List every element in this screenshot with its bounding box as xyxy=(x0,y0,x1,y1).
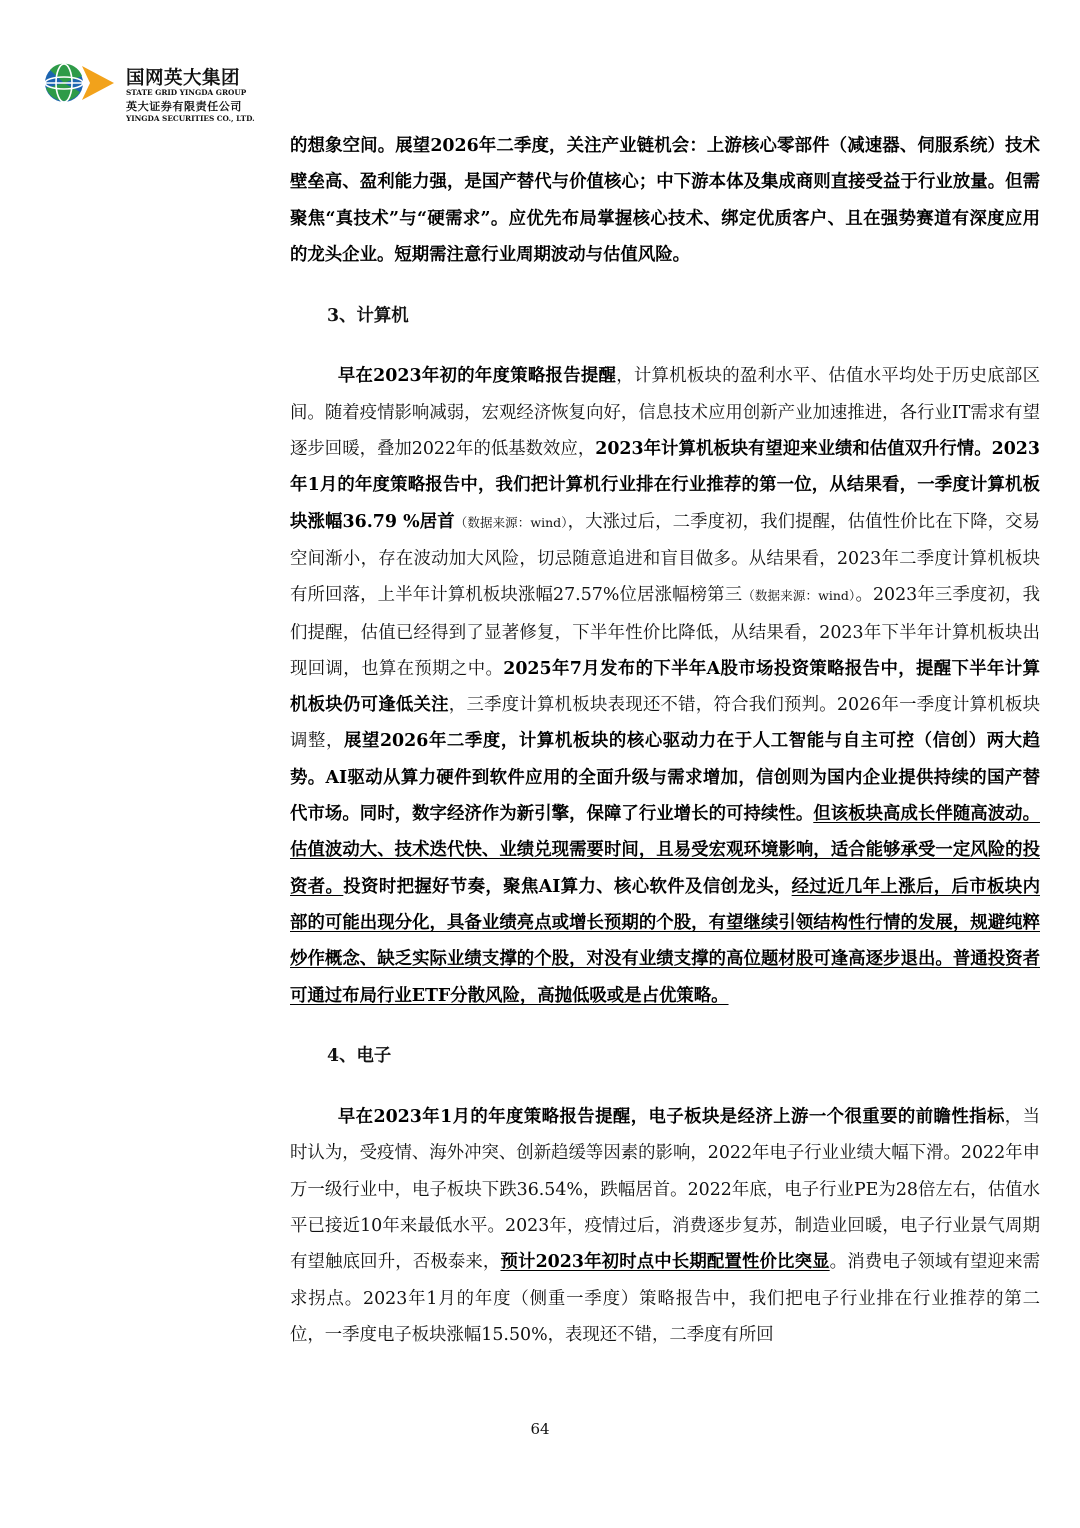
document-body xyxy=(290,128,1040,1353)
source-note: （数据来源：wind） xyxy=(454,514,568,530)
bold-text: 2025年7月发布的下半年A股市场投资策略报告中，提醒下半年计算机板块仍可逢低关注 xyxy=(290,658,1040,716)
subsidiary-name-cn: 英大证券有限责任公司 xyxy=(126,100,242,113)
page-number: 64 xyxy=(530,1420,550,1438)
underlined-bold-text: 预计2023年初时点中长期配置性价比突显 xyxy=(500,1252,830,1273)
bold-text: 早在2023年1月的年度策略报告提醒，电子板块是经济上游一个很重要的前瞻性指标 xyxy=(337,1107,1005,1128)
body-text: 。消费电子领域有望迎来需求拐点。2023年1月的年度（侧重一季度）策略报告中，我们把电子行业排在行业推荐的第二位，一季度电子板块涨幅15.50%，表现还不错，二季度有所回 xyxy=(290,1252,1040,1345)
bold-text: 早在2023年初的年度策略报告提醒 xyxy=(337,366,617,387)
underlined-bold-text: 经过近几年上涨后，后市板块内部的可能出现分化，具备业绩亮点或增长预期的个股，有望继续引领结构性行情的发展，规避纯粹炒作概念、缺乏实际业绩支撑的个股，对没有业绩支撑的高位题材股可逢高逐步退出。普通投资者可通过布局行业ETF分散风险，高抛低吸或是占优策略。 xyxy=(290,876,1040,1006)
company-logo xyxy=(42,62,292,126)
bold-text: 投资时把握好节奏，聚焦AI算力、核心软件及信创龙头， xyxy=(343,876,792,897)
body-text: ，三季度计算机板块表现还不错，符合我们预判。2026年一季度计算机板块调整， xyxy=(290,695,1040,752)
company-name-en: STATE GRID YINGDA GROUP xyxy=(126,88,247,97)
bold-text: 展望2026年二季度，计算机板块的核心驱动力在于人工智能与自主可控（信创）两大趋势。AI驱动从算力硬件到软件应用的全面升级与需求增加，信创则为国内企业提供持续的国产替代市场。同时，数字经济作为新引擎，保障了行业增长的可持续性。 xyxy=(290,731,1040,825)
section-heading-electronics: 4、电子 xyxy=(327,1046,392,1067)
body-text: ，当时认为，受疫情、海外冲突、创新趋缓等因素的影响，2022年电子行业业绩大幅下滑。2022年申万一级行业中，电子板块下跌36.54%，跌幅居首。2022年底，电子行业PE为28倍左右，估值水平已接近10年来最低水平。2023年，疫情过后，消费逐步复苏，制造业回暖，电子行业景气周期有望触底回升，否极泰来， xyxy=(290,1107,1040,1273)
source-note: （数据来源：wind） xyxy=(742,588,856,604)
body-text: 。2023年三季度初，我们提醒，估值已经得到了显著修复，下半年性价比降低，从结果看，2023年下半年计算机板块出现回调，也算在预期之中。 xyxy=(290,585,1040,679)
paragraph-robotics-outlook xyxy=(290,128,1040,273)
globe-arrow-logo-icon xyxy=(42,62,118,104)
paragraph-computer xyxy=(290,358,1040,1013)
body-text: ，大涨过后，二季度初，我们提醒，估值性价比在下降，交易空间渐小，存在波动加大风险，切忌随意追进和盲目做多。从结果看，2023年二季度计算机板块有所回落，上半年计算机板块涨幅27.57%位居涨幅榜第三 xyxy=(290,511,1040,606)
body-text: ，计算机板块的盈利水平、估值水平均处于历史底部区间。随着疫情影响减弱，宏观经济恢复向好，信息技术应用创新产业加速推进，各行业IT需求有望逐步回暖，叠加2022年的低基数效应， xyxy=(290,366,1040,460)
section-heading-computer: 3、计算机 xyxy=(327,305,409,326)
bold-text: 的想象空间。展望2026年二季度，关注产业链机会：上游核心零部件（减速器、伺服系统）技术壁垒高、盈利能力强，是国产替代与价值核心；中下游本体及集成商则直接受益于行业放量。但需聚焦“真技术”与“硬需求”。应优先布局掌握核心技术、绑定优质客户、且在强势赛道有深度应用的龙头企业。短期需注意行业周期波动与估值风险。 xyxy=(290,136,1040,265)
subsidiary-name-en: YINGDA SECURITIES CO., LTD. xyxy=(126,114,255,123)
paragraph-electronics xyxy=(290,1099,1040,1353)
company-name-cn: 国网英大集团 xyxy=(126,68,241,89)
underlined-bold-text: 但该板块高成长伴随高波动。估值波动大、技术迭代快、业绩兑现需要时间，且易受宏观环境影响，适合能够承受一定风险的投资者。 xyxy=(290,804,1040,897)
bold-text: 2023年计算机板块有望迎来业绩和估值双升行情。2023年1月的年度策略报告中，我们把计算机行业排在行业推荐的第一位，从结果看，一季度计算机板块涨幅36.79 %居首 xyxy=(290,439,1040,532)
